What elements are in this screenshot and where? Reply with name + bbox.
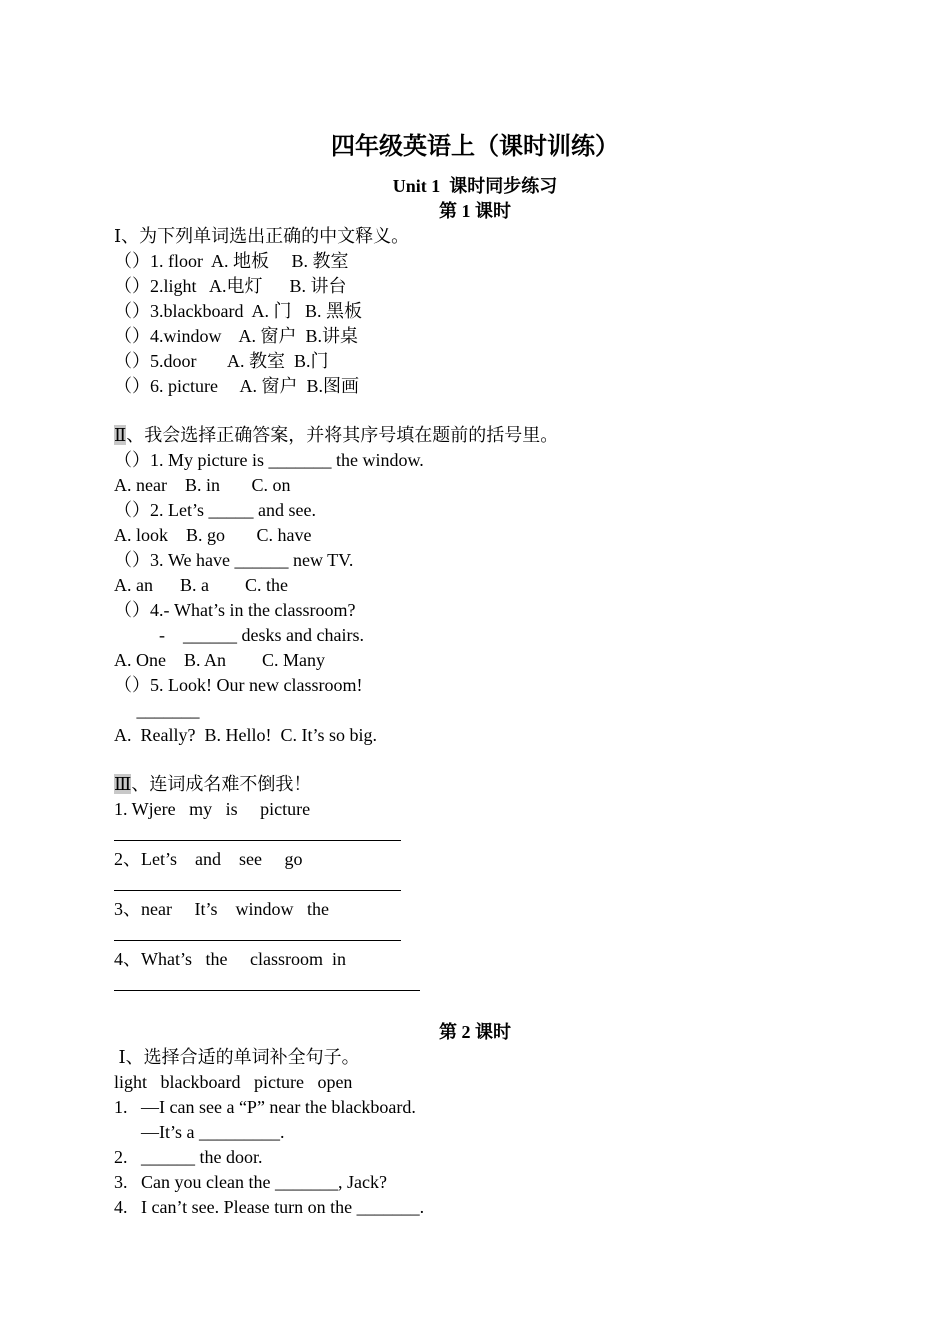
section-3-heading	[114, 773, 311, 795]
section-1-heading	[114, 225, 409, 247]
word-bank: light blackboard picture open	[114, 1072, 353, 1092]
lesson-1-heading: 第 1 课时	[439, 201, 511, 221]
section-2-text: 、我会选择正确答案，并将其序号填在题前的括号里。	[126, 425, 559, 445]
vocab-item: （）5.door A. 教室 B.门	[114, 351, 329, 371]
vocab-item: （）2.light A.电灯 B. 讲台	[114, 276, 347, 296]
answer-options: A. near B. in C. on	[114, 475, 291, 495]
fill-in-line: —It’s a _________.	[114, 1122, 285, 1142]
word-order-item: 1. Wjere my is picture	[114, 799, 311, 819]
fill-in-line: 2. ______ the door.	[114, 1147, 263, 1167]
word-order-item: 3、near It’s window the	[114, 899, 329, 919]
section-3-mark: Ⅲ	[114, 774, 132, 794]
section-2-mark: Ⅱ	[114, 425, 127, 445]
question-line: - ______ desks and chairs.	[114, 625, 364, 645]
answer-line	[114, 940, 401, 941]
answer-options: A. an B. a C. the	[114, 575, 288, 595]
lesson-2-heading: 第 2 课时	[439, 1022, 511, 1042]
vocab-item: （）6. picture A. 窗户 B.图画	[114, 376, 359, 396]
question-line: （）3. We have ______ new TV.	[114, 550, 354, 570]
answer-blank: _______	[114, 700, 200, 720]
answer-options: A. look B. go C. have	[114, 525, 312, 545]
question-line: （）5. Look! Our new classroom!	[114, 675, 363, 695]
question-line: （）1. My picture is _______ the window.	[114, 450, 424, 470]
vocab-item: （）3.blackboard A. 门 B. 黑板	[114, 301, 362, 321]
answer-line	[114, 990, 420, 991]
section-2-heading	[114, 424, 558, 446]
section-1-text: 、为下列单词选出正确的中文释义。	[121, 226, 410, 246]
fill-in-line: 3. Can you clean the _______, Jack?	[114, 1172, 387, 1192]
answer-line	[114, 840, 401, 841]
fill-in-line: 4. I can’t see. Please turn on the _______.	[114, 1197, 425, 1217]
question-line: （）4.- What’s in the classroom?	[114, 600, 356, 620]
section-1-mark: Ⅰ	[114, 226, 122, 246]
section-3-text: 、连词成名难不倒我！	[131, 774, 312, 794]
fill-in-line: 1. —I can see a “P” near the blackboard.	[114, 1097, 416, 1117]
section-4-heading: Ⅰ、选择合适的单词补全句子。	[114, 1047, 360, 1067]
answer-options: A. Really? B. Hello! C. It’s so big.	[114, 725, 377, 745]
unit-heading: Unit 1 课时同步练习	[392, 176, 558, 196]
vocab-item: （）4.window A. 窗户 B.讲桌	[114, 326, 359, 346]
doc-title: 四年级英语上（课时训练）	[331, 134, 619, 160]
answer-options: A. One B. An C. Many	[114, 650, 325, 670]
answer-line	[114, 890, 401, 891]
word-order-item: 2、Let’s and see go	[114, 849, 303, 869]
vocab-item: （）1. floor A. 地板 B. 教室	[114, 251, 349, 271]
question-line: （）2. Let’s _____ and see.	[114, 500, 316, 520]
word-order-item: 4、What’s the classroom in	[114, 949, 346, 969]
